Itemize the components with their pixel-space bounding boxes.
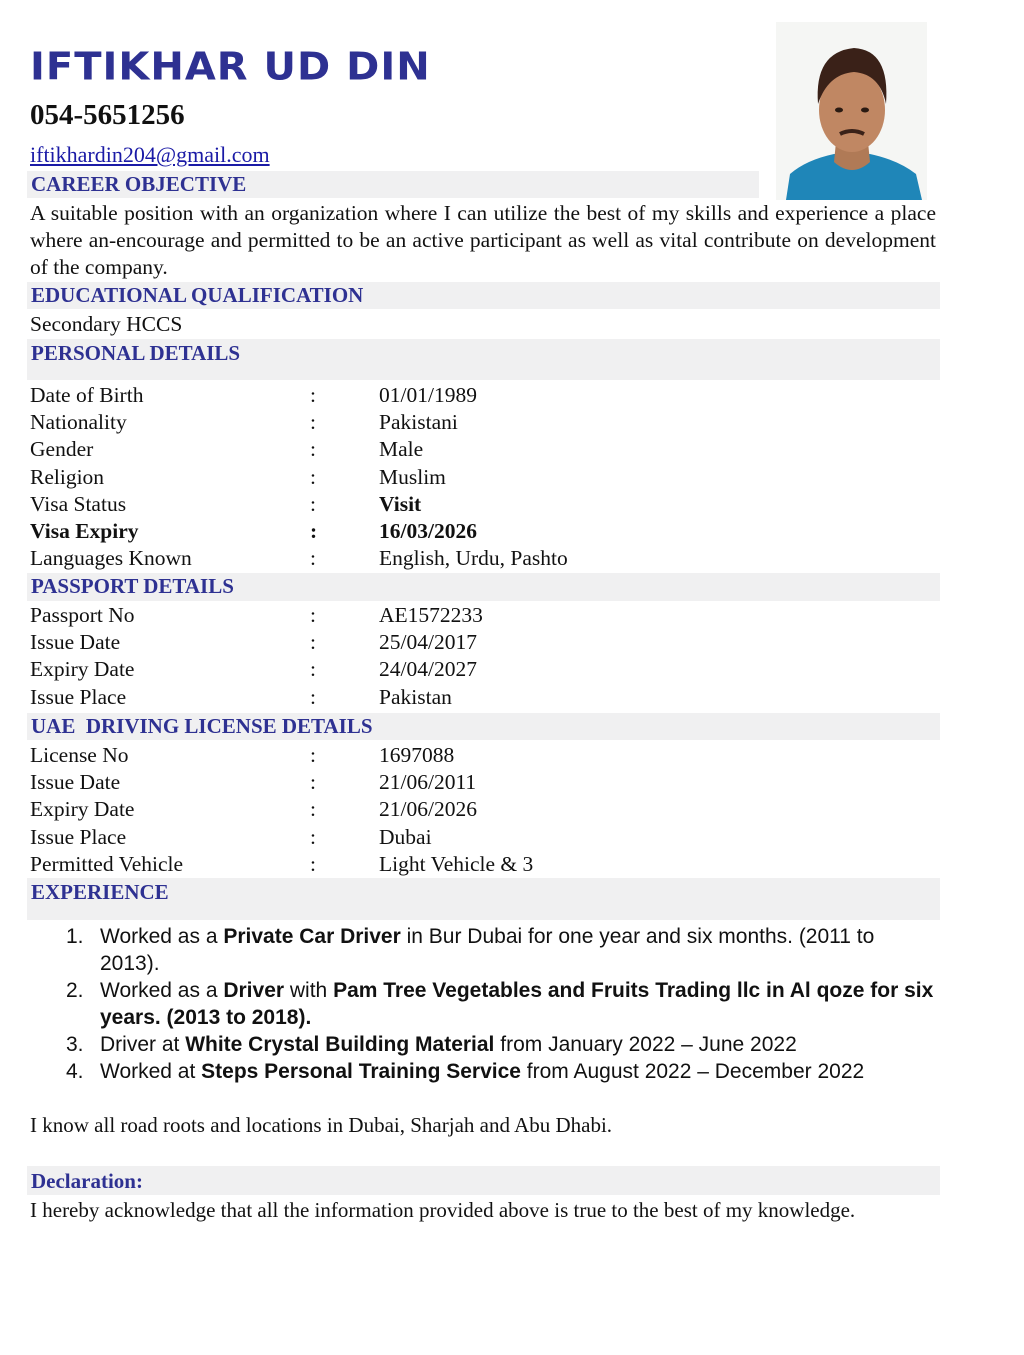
item-text: Driver at <box>100 1033 186 1056</box>
detail-row <box>30 519 930 546</box>
item-company: Steps Personal Training Service <box>201 1060 521 1083</box>
section-header-career-objective <box>27 171 759 198</box>
item-number: 3. <box>66 1033 84 1056</box>
profile-photo <box>776 22 927 200</box>
detail-label: Date of Birth <box>30 383 144 407</box>
detail-value: Pakistan <box>379 684 452 709</box>
detail-row <box>30 465 930 492</box>
detail-value: Muslim <box>379 464 446 489</box>
detail-separator: : <box>310 464 316 489</box>
detail-value: English, Urdu, Pashto <box>379 546 568 571</box>
section-header-education <box>27 282 940 309</box>
detail-value: Visit <box>379 491 422 516</box>
detail-label: Issue Date <box>30 770 121 795</box>
detail-separator: : <box>310 519 318 543</box>
experience-item <box>66 977 936 1031</box>
detail-row <box>30 630 930 657</box>
experience-item <box>66 1031 936 1058</box>
item-text: in Bur Dubai for one year and six months. (2011 to 2013). <box>100 925 875 975</box>
detail-value: AE1572233 <box>379 603 483 627</box>
item-company: White Crystal Building Material <box>185 1033 495 1056</box>
detail-label: Nationality <box>30 410 127 435</box>
email-link[interactable]: iftikhardin204@gmail.com <box>30 142 270 167</box>
detail-separator: : <box>310 797 316 822</box>
item-text: from January 2022 – June 2022 <box>494 1033 797 1056</box>
career-objective-text: A suitable position with an organization where I can utilize the best of my skills and experience a place where an-encourage and permitted to be an active participant as well as vital contribute on development of the company. <box>30 201 936 279</box>
detail-separator: : <box>310 770 316 795</box>
detail-label: Religion <box>30 464 105 489</box>
experience-item <box>66 1058 936 1085</box>
detail-row <box>30 852 930 879</box>
detail-label: Permitted Vehicle <box>30 851 184 876</box>
phone-number: 054-5651256 <box>30 99 185 131</box>
section-title: Declaration: <box>31 1169 143 1193</box>
item-text: Worked at <box>100 1060 202 1083</box>
detail-row <box>30 383 930 410</box>
detail-label: Visa Status <box>30 491 127 516</box>
item-role: Driver <box>223 979 285 1002</box>
detail-value: 21/06/2011 <box>379 770 477 795</box>
education-text: Secondary HCCS <box>30 312 183 336</box>
section-header-license <box>27 713 940 740</box>
detail-value: 1697088 <box>379 743 455 767</box>
section-header-personal <box>27 339 940 380</box>
section-header-passport <box>27 573 940 601</box>
detail-value: Dubai <box>379 824 432 849</box>
detail-separator: : <box>310 743 316 767</box>
section-header-experience <box>27 878 940 920</box>
detail-separator: : <box>310 383 316 407</box>
detail-row <box>30 770 930 797</box>
section-title: EDUCATIONAL QUALIFICATION <box>31 283 364 307</box>
detail-label: Issue Place <box>30 684 127 709</box>
item-number: 1. <box>66 925 84 948</box>
detail-value: 01/01/1989 <box>379 383 477 407</box>
section-title: PASSPORT DETAILS <box>31 574 234 598</box>
detail-label: Issue Place <box>30 824 127 849</box>
roads-note: I know all road roots and locations in Dubai, Sharjah and Abu Dhabi. <box>30 1113 613 1137</box>
section-title: CAREER OBJECTIVE <box>31 172 247 196</box>
item-text: with <box>284 979 334 1002</box>
item-company: Pam Tree Vegetables and Fruits Trading llc in Al qoze for six years. (2013 to 2018). <box>100 979 934 1029</box>
detail-row <box>30 603 930 630</box>
detail-value: 21/06/2026 <box>379 797 477 822</box>
detail-row <box>30 657 930 684</box>
detail-row <box>30 797 930 824</box>
detail-row <box>30 685 930 712</box>
detail-separator: : <box>310 491 316 516</box>
detail-row <box>30 410 930 437</box>
detail-separator: : <box>310 603 316 627</box>
item-number: 2. <box>66 979 84 1002</box>
detail-label: Expiry Date <box>30 797 135 822</box>
item-text: Worked as a <box>100 979 224 1002</box>
declaration-text: I hereby acknowledge that all the information provided above is true to the best of my knowledge. <box>30 1198 856 1222</box>
detail-row <box>30 546 930 573</box>
detail-value: 16/03/2026 <box>379 519 477 543</box>
detail-label: Gender <box>30 437 94 462</box>
detail-separator: : <box>310 410 316 435</box>
detail-row <box>30 825 930 852</box>
detail-row <box>30 743 930 770</box>
detail-label: Passport No <box>30 603 135 627</box>
section-title: UAE DRIVING LICENSE DETAILS <box>31 714 373 738</box>
item-role: Private Car Driver <box>223 925 401 948</box>
detail-label: Languages Known <box>30 546 192 571</box>
detail-value: Male <box>379 437 424 462</box>
item-text: Worked as a <box>100 925 224 948</box>
detail-label: Visa Expiry <box>30 519 139 543</box>
detail-row <box>30 437 930 464</box>
detail-value: 24/04/2027 <box>379 657 477 682</box>
detail-label: License No <box>30 743 129 767</box>
detail-value: 25/04/2017 <box>379 630 477 655</box>
detail-separator: : <box>310 437 316 462</box>
section-title: EXPERIENCE <box>31 880 169 904</box>
candidate-name: IFTIKHAR UD DIN <box>30 45 431 89</box>
detail-separator: : <box>310 851 316 876</box>
section-title: PERSONAL DETAILS <box>31 341 241 365</box>
detail-separator: : <box>310 684 316 709</box>
section-header-declaration <box>27 1166 940 1195</box>
detail-separator: : <box>310 546 316 571</box>
detail-label: Expiry Date <box>30 657 135 682</box>
detail-separator: : <box>310 824 316 849</box>
experience-item <box>66 923 936 977</box>
detail-value: Pakistani <box>379 410 458 435</box>
item-text: from August 2022 – December 2022 <box>520 1060 865 1083</box>
detail-separator: : <box>310 657 316 682</box>
detail-row <box>30 492 930 519</box>
detail-separator: : <box>310 630 316 655</box>
detail-label: Issue Date <box>30 630 121 655</box>
detail-value: Light Vehicle & 3 <box>379 851 534 876</box>
item-number: 4. <box>66 1060 84 1083</box>
